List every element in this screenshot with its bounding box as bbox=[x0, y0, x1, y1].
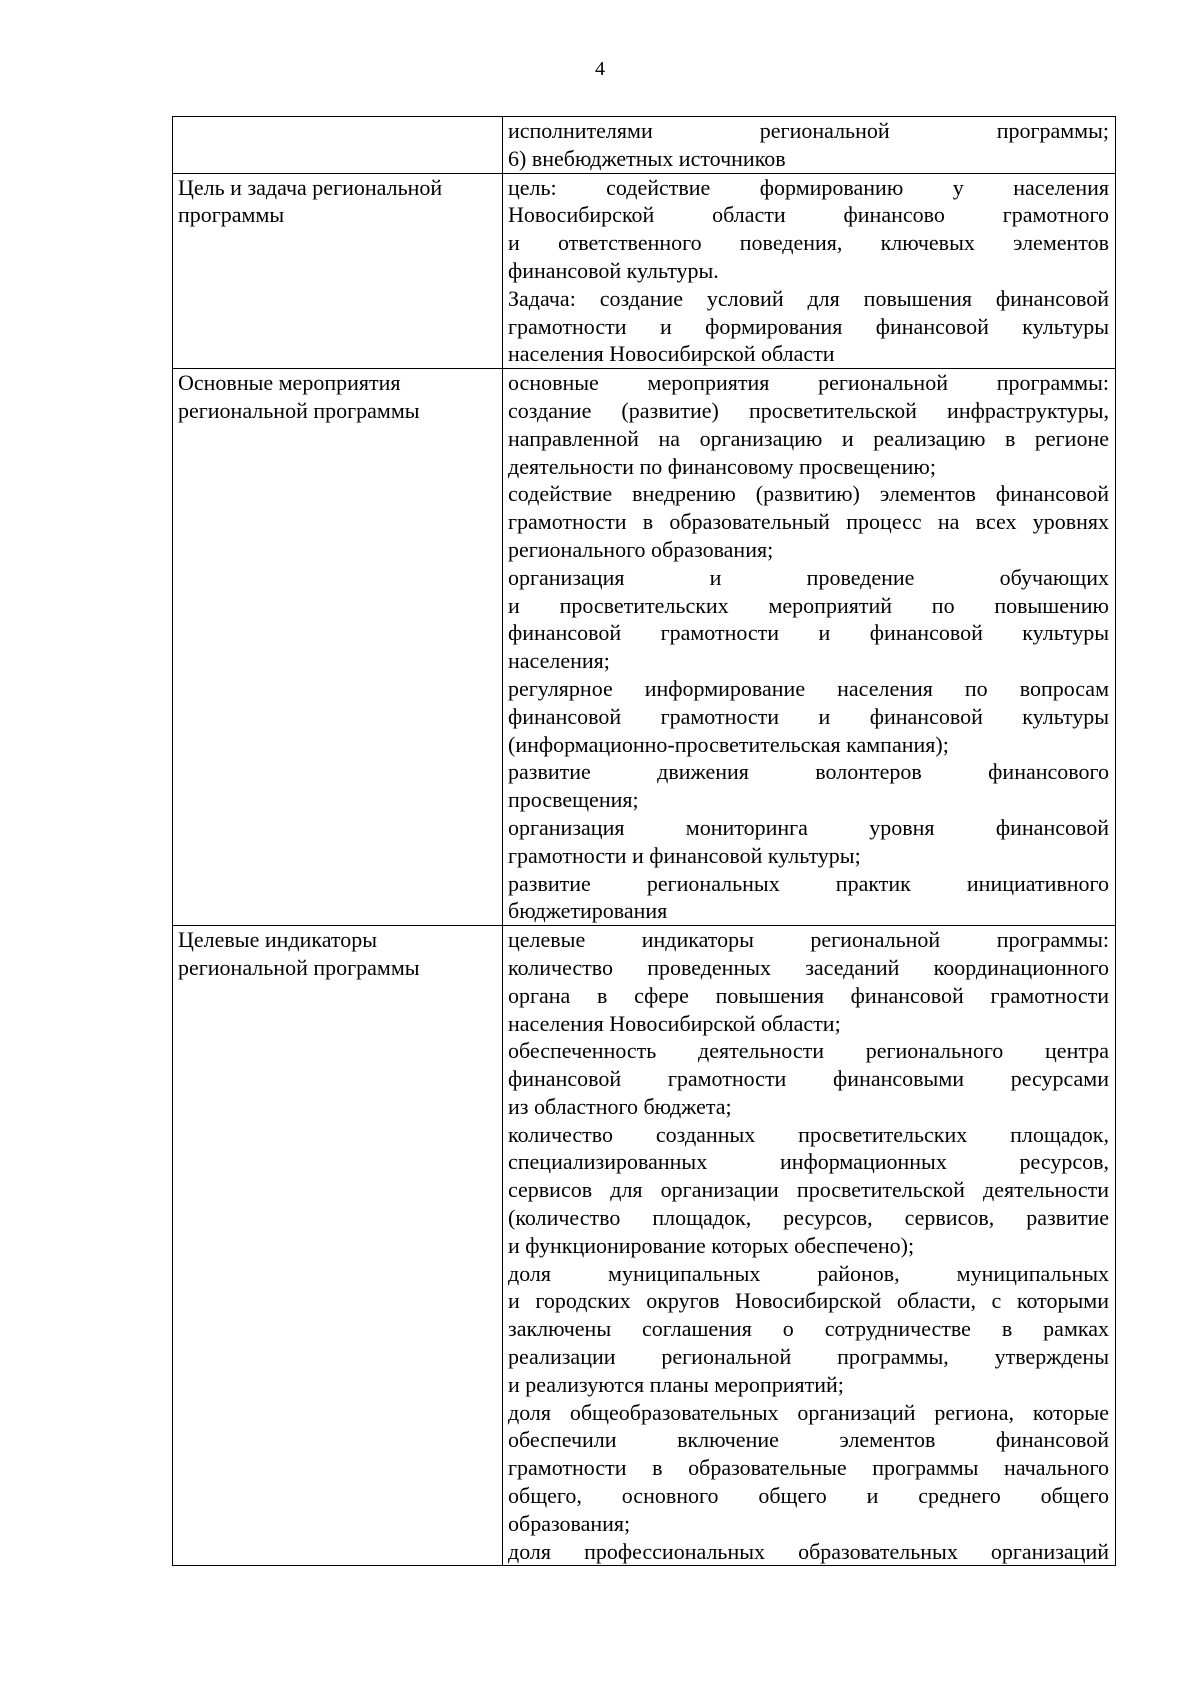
row-content-line: просвещения; bbox=[508, 787, 639, 813]
row-content-line: (информационно-просветительская кампания); bbox=[508, 731, 949, 757]
row-content-line: целевые индикаторы региональной программы: bbox=[508, 927, 1109, 953]
row-content-line: направленной на организацию и реализацию в регионе bbox=[508, 425, 1109, 451]
row-content-line: цель: содействие формированию у населения bbox=[508, 174, 1109, 200]
row-content-cell bbox=[503, 117, 1116, 174]
row-content-line: обеспеченность деятельности регионального центра bbox=[508, 1038, 1109, 1064]
row-content-line: и реализуются планы мероприятий; bbox=[508, 1371, 844, 1397]
row-content-line: сервисов для организации просветительской деятельности bbox=[508, 1177, 1109, 1203]
row-content-line: реализации региональной программы, утверждены bbox=[508, 1344, 1109, 1370]
row-content-line: и функционирование которых обеспечено); bbox=[508, 1232, 915, 1258]
row-content-line: создание (развитие) просветительской инфраструктуры, bbox=[508, 397, 1109, 423]
row-label-line: региональной программы bbox=[178, 954, 420, 980]
row-content-line: организация мониторинга уровня финансовой bbox=[508, 814, 1109, 840]
row-content-line: финансовой культуры. bbox=[508, 257, 719, 283]
row-content-line: регионального образования; bbox=[508, 536, 774, 562]
row-content-line: населения Новосибирской области; bbox=[508, 1010, 841, 1036]
row-content-line: финансовой грамотности финансовыми ресурсами bbox=[508, 1066, 1109, 1092]
row-content-line: организация и проведение обучающих bbox=[508, 564, 1109, 590]
page-number: 4 bbox=[595, 58, 605, 80]
row-content-line: образования; bbox=[508, 1510, 631, 1536]
row-content-line: исполнителями региональной программы; bbox=[508, 118, 1109, 143]
row-label-line: Основные мероприятия bbox=[178, 370, 401, 396]
row-content-line: доля общеобразовательных организаций региона, которые bbox=[508, 1399, 1109, 1425]
row-content-line: доля профессиональных образовательных организаций bbox=[508, 1538, 1109, 1564]
row-content-line: заключены соглашения о сотрудничестве в рамках bbox=[508, 1316, 1109, 1342]
row-content-line: Задача: создание условий для повышения финансовой bbox=[508, 285, 1109, 311]
program-passport-table bbox=[172, 116, 1116, 1566]
row-content-line: количество проведенных заседаний координационного bbox=[508, 954, 1109, 980]
table-body bbox=[173, 117, 1116, 1566]
row-label-cell bbox=[173, 369, 503, 926]
row-content-line: и ответственного поведения, ключевых элементов bbox=[508, 230, 1109, 256]
row-content-line: основные мероприятия региональной программы: bbox=[508, 370, 1109, 396]
table-row bbox=[173, 117, 1116, 174]
row-label-line: Целевые индикаторы bbox=[178, 927, 377, 953]
row-content-line: развитие движения волонтеров финансового bbox=[508, 759, 1109, 785]
row-content-line: финансовой грамотности и финансовой культуры bbox=[508, 703, 1109, 729]
row-content-line: 6) внебюджетных источников bbox=[508, 145, 786, 171]
row-label-cell bbox=[173, 926, 503, 1566]
row-content-line: финансовой грамотности и финансовой культуры bbox=[508, 620, 1109, 646]
row-content-line: специализированных информационных ресурсов, bbox=[508, 1149, 1109, 1175]
row-label-cell bbox=[173, 117, 503, 174]
row-content-line: грамотности в образовательный процесс на всех уровнях bbox=[508, 509, 1109, 535]
row-content-line: Новосибирской области финансово грамотного bbox=[508, 202, 1109, 228]
row-label-line: программы bbox=[178, 202, 285, 228]
row-label-line: региональной программы bbox=[178, 397, 420, 423]
row-content-cell bbox=[503, 173, 1116, 369]
row-content-cell bbox=[503, 369, 1116, 926]
row-content-line: доля муниципальных районов, муниципальных bbox=[508, 1260, 1109, 1286]
table-row bbox=[173, 369, 1116, 926]
row-content-line: населения Новосибирской области bbox=[508, 341, 835, 367]
row-content-line: грамотности в образовательные программы начального bbox=[508, 1455, 1109, 1481]
row-content-line: деятельности по финансовому просвещению; bbox=[508, 453, 936, 479]
row-content-cell bbox=[503, 926, 1116, 1566]
row-content-line: общего, основного общего и среднего общего bbox=[508, 1483, 1109, 1509]
row-content-line: населения; bbox=[508, 648, 610, 674]
row-content-line: развитие региональных практик инициативного bbox=[508, 870, 1109, 896]
row-content-line: грамотности и формирования финансовой культуры bbox=[508, 313, 1109, 339]
table-row bbox=[173, 926, 1116, 1566]
row-content-line: (количество площадок, ресурсов, сервисов, развитие bbox=[508, 1205, 1109, 1231]
row-content-line: и просветительских мероприятий по повышению bbox=[508, 592, 1109, 618]
row-content-line: содействие внедрению (развитию) элементов финансовой bbox=[508, 481, 1109, 507]
row-label-line: Цель и задача региональной bbox=[178, 174, 443, 200]
row-content-line: обеспечили включение элементов финансовой bbox=[508, 1427, 1109, 1453]
row-label-cell bbox=[173, 173, 503, 369]
table-row bbox=[173, 173, 1116, 369]
row-content-line: грамотности и финансовой культуры; bbox=[508, 842, 861, 868]
row-content-line: органа в сфере повышения финансовой грамотности bbox=[508, 982, 1109, 1008]
row-content-line: бюджетирования bbox=[508, 898, 668, 924]
row-content-line: количество созданных просветительских площадок, bbox=[508, 1121, 1109, 1147]
row-content-line: из областного бюджета; bbox=[508, 1093, 732, 1119]
row-content-line: регулярное информирование населения по вопросам bbox=[508, 675, 1109, 701]
row-content-line: и городских округов Новосибирской области, с которыми bbox=[508, 1288, 1109, 1314]
